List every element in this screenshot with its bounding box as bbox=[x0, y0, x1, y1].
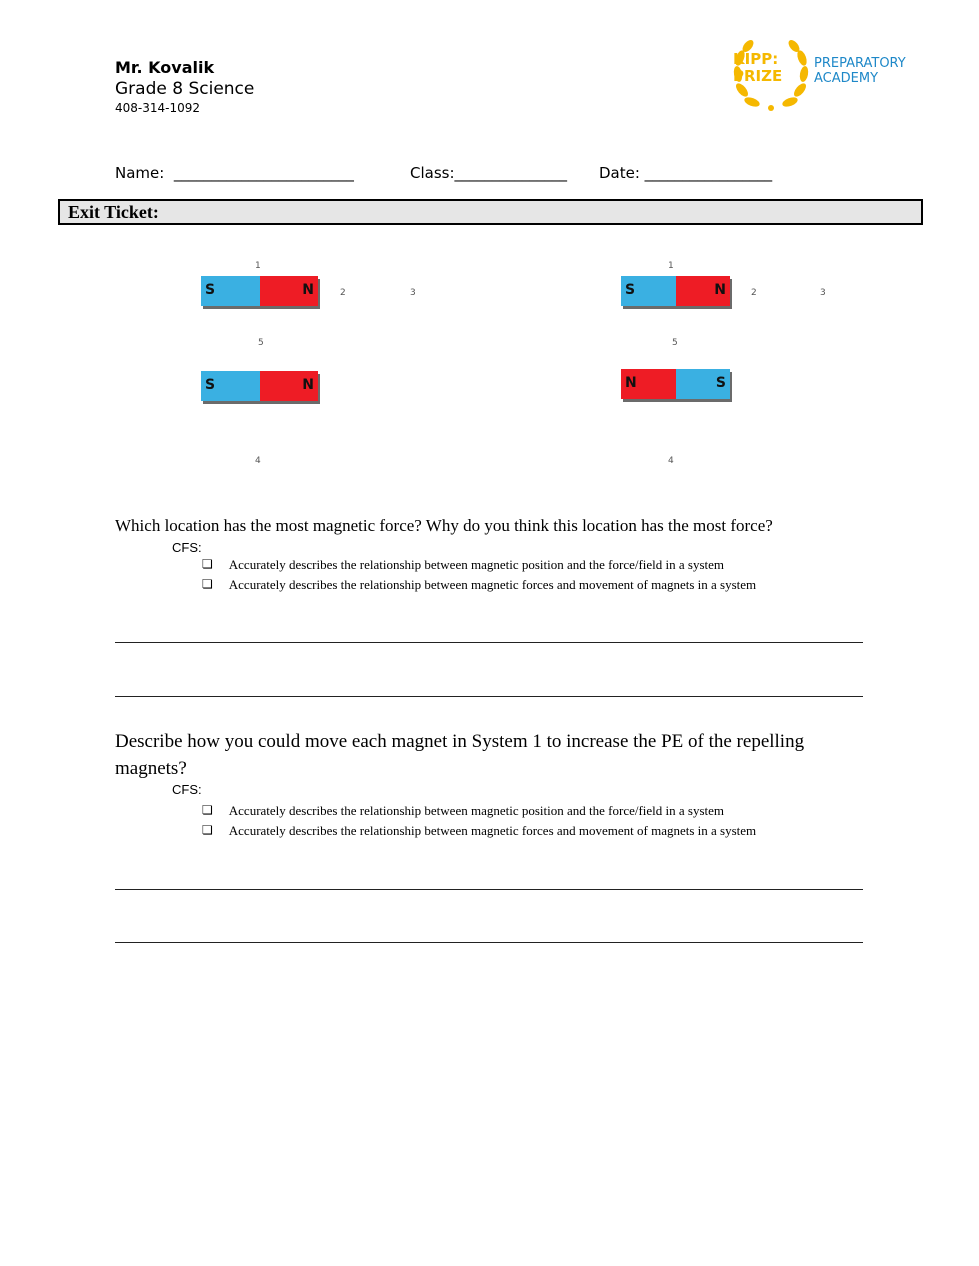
course-title: Grade 8 Science bbox=[115, 79, 255, 99]
south-pole: S bbox=[201, 276, 260, 306]
system-1-bottom-magnet bbox=[201, 371, 318, 401]
question-2-cfs-label: CFS: bbox=[172, 782, 202, 797]
north-pole: N bbox=[260, 371, 319, 401]
date-field[interactable]: Date: _________________ bbox=[599, 164, 773, 182]
north-pole: N bbox=[260, 276, 319, 306]
answer-line[interactable] bbox=[115, 942, 863, 943]
system-2-bottom-magnet bbox=[621, 369, 730, 399]
checkbox-icon[interactable]: ❏ bbox=[202, 577, 213, 591]
south-pole: S bbox=[201, 371, 260, 401]
location-label-3: 3 bbox=[820, 288, 826, 298]
logo-preparatory-text: PREPARATORY bbox=[814, 56, 906, 71]
banner-title: Exit Ticket: bbox=[68, 202, 159, 222]
name-field[interactable]: Name: ________________________ bbox=[115, 164, 354, 182]
question-2-criterion bbox=[202, 823, 756, 839]
answer-line[interactable] bbox=[115, 642, 863, 643]
location-label-1: 1 bbox=[255, 261, 261, 271]
answer-line[interactable] bbox=[115, 696, 863, 697]
logo-prize-text: PRIZE bbox=[733, 67, 783, 85]
location-label-3: 3 bbox=[410, 288, 416, 298]
question-1-criterion bbox=[202, 577, 756, 593]
logo-academy-text: ACADEMY bbox=[814, 71, 879, 86]
checkbox-icon[interactable]: ❏ bbox=[202, 823, 213, 837]
checkbox-icon[interactable]: ❏ bbox=[202, 557, 213, 571]
north-pole: N bbox=[621, 369, 676, 399]
south-pole: S bbox=[621, 276, 676, 306]
criterion-text: Accurately describes the relationship between magnetic position and the force/field in a system bbox=[228, 557, 725, 572]
south-pole: S bbox=[676, 369, 731, 399]
location-label-5: 5 bbox=[258, 338, 264, 348]
system-2-top-magnet bbox=[621, 276, 730, 306]
phone-number: 408-314-1092 bbox=[115, 101, 201, 115]
system-1-top-magnet bbox=[201, 276, 318, 306]
criterion-text: Accurately describes the relationship between magnetic position and the force/field in a system bbox=[228, 803, 725, 818]
question-2-prompt: Describe how you could move each magnet in System 1 to increase the PE of the repelling magnets? bbox=[115, 731, 805, 779]
logo-kipp-text: KIPP: bbox=[733, 50, 779, 68]
checkbox-icon[interactable]: ❏ bbox=[202, 803, 213, 817]
north-pole: N bbox=[676, 276, 731, 306]
answer-line[interactable] bbox=[115, 889, 863, 890]
location-label-2: 2 bbox=[340, 288, 346, 298]
criterion-text: Accurately describes the relationship between magnetic forces and movement of magnets in a system bbox=[228, 577, 757, 592]
location-label-4: 4 bbox=[668, 456, 674, 466]
question-1-cfs-label: CFS: bbox=[172, 540, 202, 555]
location-label-4: 4 bbox=[255, 456, 261, 466]
criterion-text: Accurately describes the relationship between magnetic forces and movement of magnets in a system bbox=[228, 823, 757, 838]
exit-ticket-banner bbox=[58, 199, 923, 225]
class-field[interactable]: Class:_______________ bbox=[410, 164, 568, 182]
question-2-criterion bbox=[202, 803, 724, 819]
location-label-2: 2 bbox=[751, 288, 757, 298]
question-1-criterion bbox=[202, 557, 724, 573]
question-1-prompt: Which location has the most magnetic force? Why do you think this location has the most force? bbox=[115, 516, 773, 535]
teacher-name: Mr. Kovalik bbox=[115, 58, 215, 77]
location-label-1: 1 bbox=[668, 261, 674, 271]
location-label-5: 5 bbox=[672, 338, 678, 348]
